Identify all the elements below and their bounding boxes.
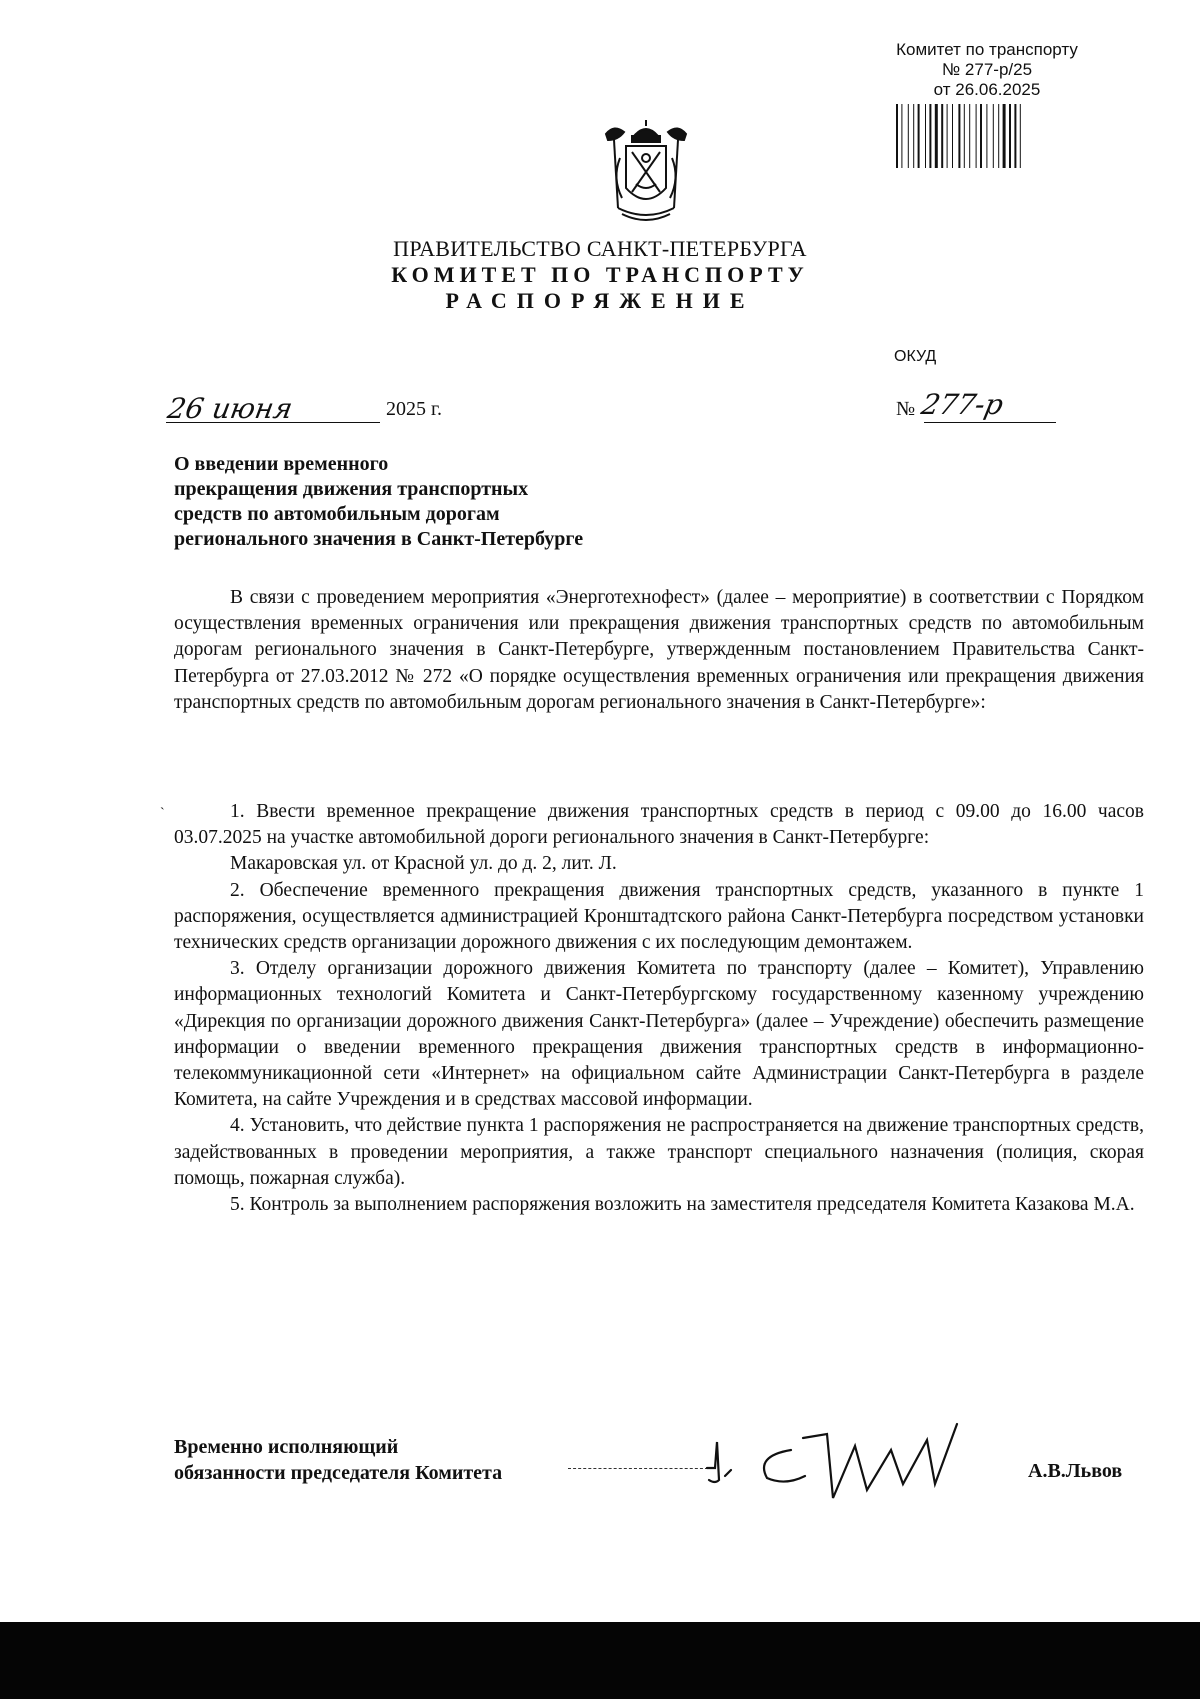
signatory-title (174, 1434, 502, 1486)
order-items (174, 799, 1144, 1218)
stamp-date: от 26.06.2025 (933, 80, 1041, 99)
number-handwritten: 277-р (918, 388, 1007, 421)
barcode-bar (941, 104, 943, 168)
document-type-title: РАСПОРЯЖЕНИЕ (445, 288, 755, 313)
intro-paragraph (174, 585, 1144, 716)
order-item-5: 5. Контроль за выполнением распоряжения возложить на заместителя председателя Комитета Казакова М.А. (230, 1194, 1135, 1216)
signatory-name: А.В.Львов (1028, 1460, 1123, 1482)
barcode-bar (947, 104, 948, 168)
barcode-bar (918, 104, 920, 168)
barcode-bar (929, 104, 931, 168)
stamp-number: № 277-р/25 (941, 60, 1033, 79)
coat-of-arms-icon (596, 118, 696, 226)
barcode-bar (935, 104, 938, 168)
order-item-1: 1. Ввести временное прекращение движения транспортных средств в период с 09.00 до 16.00 часов 03.07.2025 на участке автомобильной дороги регионального значения в Санкт-Петербурге: (174, 801, 1144, 849)
document-subject (174, 452, 583, 552)
barcode-bar (901, 104, 902, 168)
subject-line: средств по автомобильным дорогам (174, 503, 500, 525)
barcode-bar (908, 104, 909, 168)
barcode-bar (980, 104, 982, 168)
okud-label: ОКУД (894, 348, 937, 365)
barcode-bar (896, 104, 898, 168)
barcode-bar (969, 104, 970, 168)
order-item-4: 4. Установить, что действие пункта 1 распоряжения не распространяется на движение транспортных средств, задействованных в проведении мероприятия, а также транспорт специального назначения (полиция, скорая помощь, пожарная служба). (174, 1115, 1144, 1189)
barcode-bar (1020, 104, 1021, 168)
barcode-bar (993, 104, 994, 168)
barcode-icon (896, 104, 1084, 168)
order-item-3: 3. Отделу организации дорожного движения Комитета по транспорту (далее – Комитет), Управлению информационных технологий Комитета и Санкт-Петербургскому государственному казенному учреждению «Дирекция по организации дорожного движения Санкт-Петербурга» (далее – Учреждение) обеспечить размещение информации о введении временного прекращения движения транспортных средств в информационно-телекоммуникационной сети «Интернет» на официальном сайте Администрации Санкт-Петербурга в разделе Комитета, на сайте Учреждения и в средствах массовой информации. (174, 958, 1144, 1111)
date-year: 2025 г. (386, 398, 442, 420)
barcode-bar (1009, 104, 1011, 168)
stamp-committee: Комитет по транспорту (896, 40, 1078, 59)
barcode-bar (976, 104, 977, 168)
registration-stamp (862, 40, 1112, 100)
barcode-bar (986, 104, 987, 168)
barcode-bar (958, 104, 960, 168)
barcode-bar (925, 104, 926, 168)
barcode-bar (1014, 104, 1016, 168)
number-label: № (896, 398, 916, 420)
barcode-bar (964, 104, 965, 168)
committee-title: КОМИТЕТ ПО ТРАНСПОРТУ (391, 262, 809, 287)
barcode-bar (952, 104, 953, 168)
signatory-title-line: обязанности председателя Комитета (174, 1462, 503, 1484)
handwritten-signature-icon (695, 1420, 1025, 1510)
subject-line: регионального значения в Санкт-Петербурге (174, 528, 584, 550)
date-handwritten: 26 июня (165, 392, 296, 425)
scan-border (0, 1622, 1200, 1699)
signatory-title-line: Временно исполняющий (174, 1436, 399, 1458)
barcode-bar (998, 104, 999, 168)
intro-text: В связи с проведением мероприятия «Энерготехнофест» (далее – мероприятие) в соответствии с Порядком осуществления временных ограничения или прекращения движения транспортных средств по автомобильным дорогам регионального значения в Санкт-Петербурге, утвержденным постановлением Правительства Санкт-Петербурга от 27.03.2012 № 272 «О порядке осуществления временных ограничения или прекращения движения транспортных средств по автомобильным дорогам регионального значения в Санкт-Петербурге»: (174, 587, 1144, 713)
barcode-bar (1003, 104, 1006, 168)
barcode-bar (913, 104, 914, 168)
subject-line: О введении временного (174, 453, 389, 475)
subject-line: прекращения движения транспортных (174, 478, 529, 500)
order-item-1-location: Макаровская ул. от Красной ул. до д. 2, лит. Л. (230, 853, 617, 875)
government-title: ПРАВИТЕЛЬСТВО САНКТ-ПЕТЕРБУРГА (393, 236, 807, 261)
scan-mark: ` (160, 806, 165, 821)
signature-dash (568, 1468, 708, 1469)
order-item-2: 2. Обеспечение временного прекращения движения транспортных средств, указанного в пункте 1 распоряжения, осуществляется администрацией Кронштадтского района Санкт-Петербурга посредством установки технических средств организации дорожного движения с их последующим демонтажем. (174, 879, 1144, 954)
